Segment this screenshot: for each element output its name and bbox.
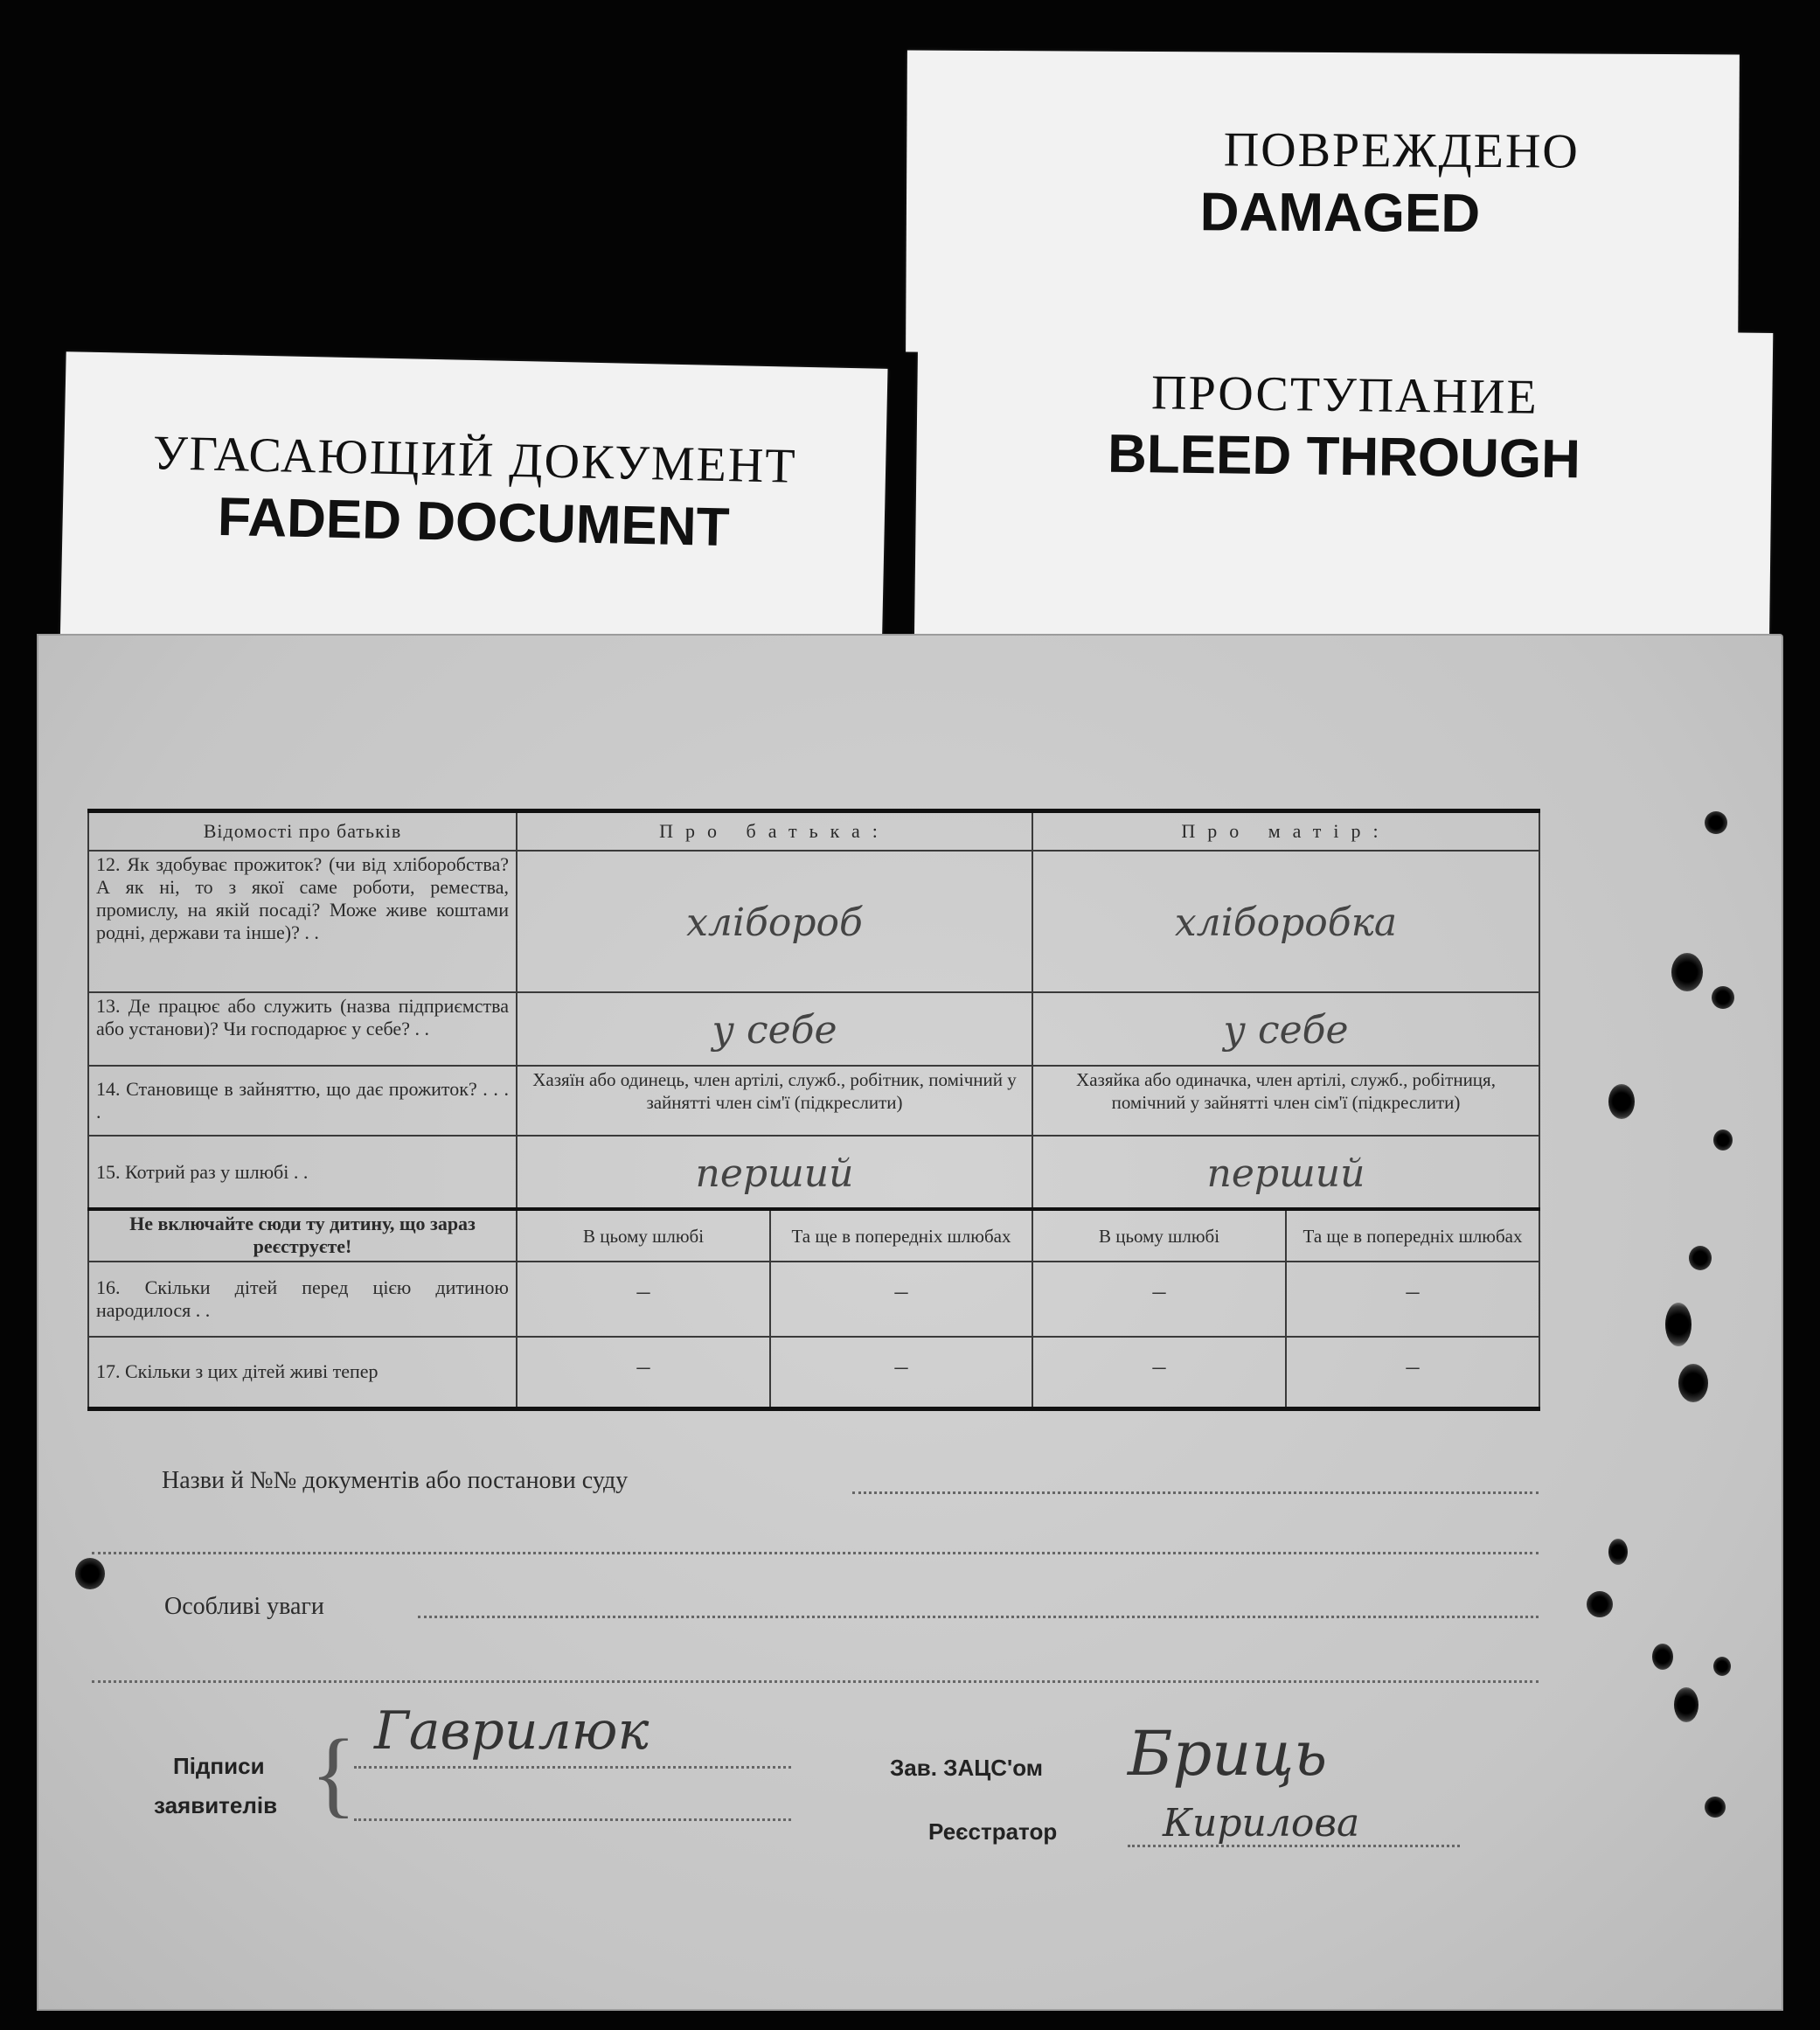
documents-label: Назви й №№ документів або постанови суду <box>162 1467 629 1494</box>
father-previous-marriages-header: Та ще в попередніх шлюбах <box>770 1209 1032 1262</box>
damage-hole <box>1705 1797 1726 1818</box>
registrar-signature: Кирилова <box>1163 1801 1360 1846</box>
applicant-signature-line-2 <box>354 1818 791 1821</box>
children-alive-value: – <box>894 1352 908 1380</box>
applicant-signature-line <box>354 1766 791 1769</box>
mother-occupation: хліборобка <box>1174 900 1398 945</box>
header-mother: Про матір: <box>1032 811 1539 852</box>
header-father: Про батька: <box>517 811 1032 852</box>
children-alive-value: – <box>1406 1352 1420 1380</box>
question-16: 16. Скільки дітей перед цією дитиною народилося . . <box>88 1262 517 1337</box>
warning-exclude-child: Не включайте сюди ту дитину, що зараз реєструєте! <box>88 1209 517 1262</box>
father-this-marriage-header: В цьому шлюбі <box>517 1209 770 1262</box>
bleed-through-label-en: BLEED THROUGH <box>1107 423 1581 490</box>
damage-hole <box>1712 986 1734 1009</box>
damage-hole <box>1671 953 1703 991</box>
children-alive-value: – <box>636 1352 650 1380</box>
damaged-label-en: DAMAGED <box>1199 182 1481 244</box>
damaged-label-ru: ПОВРЕЖДЕНО <box>1223 122 1580 179</box>
father-workplace: у себе <box>712 1008 837 1053</box>
damage-hole <box>1674 1687 1698 1722</box>
damage-hole <box>1678 1364 1708 1402</box>
faded-document-label-ru: УГАСАЮЩИЙ ДОКУМЕНТ <box>152 426 798 494</box>
documents-line <box>852 1491 1539 1494</box>
question-13: 13. Де працює або служить (назва підприємства або установи)? Чи господарює у себе? . . <box>88 992 517 1066</box>
damage-hole <box>1705 811 1727 834</box>
damage-hole <box>1587 1591 1613 1617</box>
bleed-through-label-card <box>914 323 1774 665</box>
children-born-value: – <box>894 1276 908 1305</box>
applicants-label: Підписи <box>173 1753 265 1779</box>
children-alive-value: – <box>1152 1352 1166 1380</box>
damage-hole <box>1713 1130 1733 1151</box>
damage-hole <box>75 1558 105 1589</box>
applicants-brace: { <box>310 1720 357 1826</box>
faded-document-label-en: FADED DOCUMENT <box>217 486 731 559</box>
documents-line-2 <box>92 1552 1539 1554</box>
zags-head-label: Зав. ЗАЦС'ом <box>890 1755 1043 1781</box>
notes-label: Особливі уваги <box>164 1593 324 1620</box>
registrar-line <box>1128 1845 1460 1847</box>
damage-hole <box>1665 1303 1691 1346</box>
damage-hole <box>1608 1084 1635 1119</box>
mother-this-marriage-header: В цьому шлюбі <box>1032 1209 1286 1262</box>
parents-info-table <box>87 809 1540 1411</box>
applicant-signature: Гаврилюк <box>374 1700 650 1762</box>
registrar-label: Реєстратор <box>928 1818 1058 1845</box>
father-employment-status: Хазяїн або одинець, член артілі, служб., робітник, помічний у зайнятті член сім'ї (підкреслити) <box>517 1066 1032 1136</box>
father-occupation: хлібороб <box>686 900 863 945</box>
children-born-value: – <box>636 1276 650 1305</box>
damage-hole <box>1652 1644 1673 1670</box>
mother-previous-marriages-header: Та ще в попередніх шлюбах <box>1286 1209 1539 1262</box>
damage-hole <box>1608 1539 1628 1565</box>
notes-line-2 <box>92 1680 1539 1683</box>
header-parents-info: Відомості про батьків <box>88 811 517 852</box>
bleed-through-label-ru: ПРОСТУПАНИЕ <box>1150 365 1539 425</box>
faded-document-label-card <box>59 351 887 671</box>
children-born-value: – <box>1152 1276 1166 1305</box>
question-14: 14. Становище в зайняттю, що дає прожиток? . . . . <box>88 1066 517 1136</box>
damaged-label-card <box>906 51 1740 357</box>
father-marriage-count: перший <box>695 1151 854 1196</box>
mother-employment-status: Хазяйка або одиначка, член артілі, служб., робітниця, помічний у зайнятті член сім'ї (підкреслити) <box>1032 1066 1539 1136</box>
question-12: 12. Як здобуває прожиток? (чи від хліборобства? А як ні, то з якої саме роботи, ремества, промислу, на якій посаді? Може живе коштами родні, держави та інше)? . . <box>88 851 517 992</box>
question-17: 17. Скільки з цих дітей живі тепер <box>88 1337 517 1408</box>
notes-line <box>418 1616 1539 1618</box>
children-born-value: – <box>1406 1276 1420 1305</box>
damage-hole <box>1713 1657 1731 1676</box>
mother-workplace: у себе <box>1223 1008 1349 1053</box>
mother-marriage-count: перший <box>1206 1151 1365 1196</box>
zags-head-signature: Бриць <box>1128 1718 1328 1790</box>
question-15: 15. Котрий раз у шлюбі . . <box>88 1136 517 1209</box>
damage-hole <box>1689 1246 1712 1270</box>
applicants-label-2: заявителів <box>154 1792 278 1818</box>
